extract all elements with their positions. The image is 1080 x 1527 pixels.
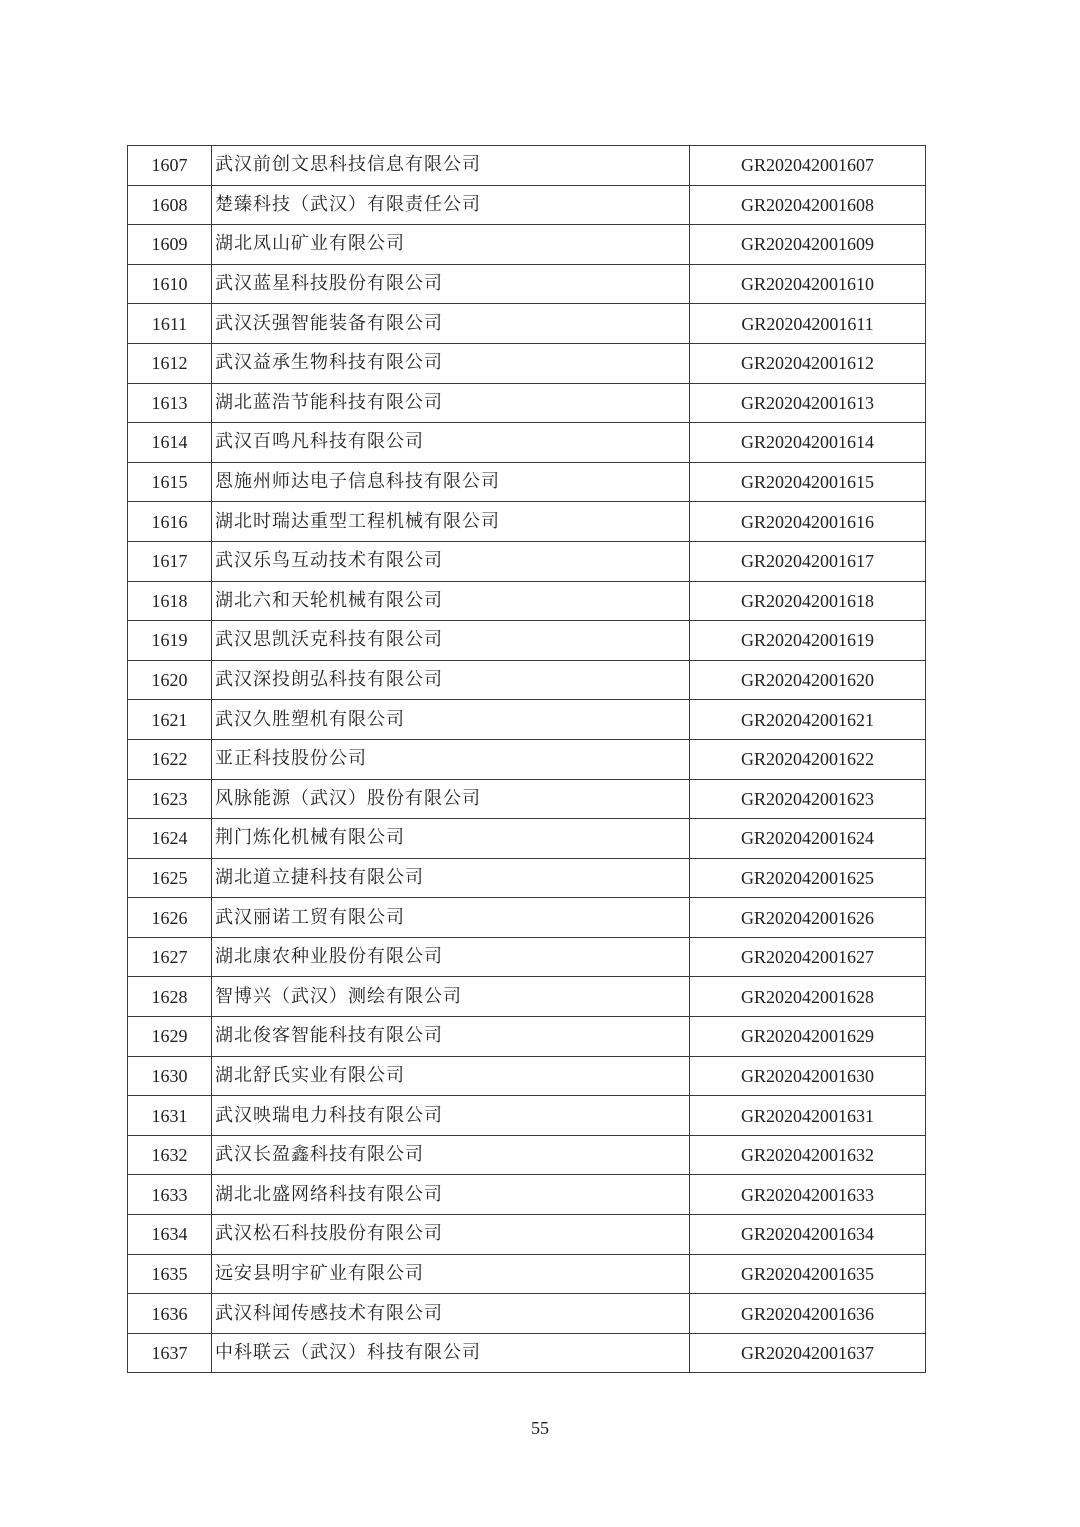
table-row xyxy=(128,462,926,502)
certificate-code-cell: GR202042001607 xyxy=(690,146,926,186)
company-name-cell: 武汉乐鸟互动技术有限公司 xyxy=(212,541,690,581)
company-name-cell: 远安县明宇矿业有限公司 xyxy=(212,1254,690,1294)
company-name-cell: 武汉前创文思科技信息有限公司 xyxy=(212,146,690,186)
company-name-cell: 湖北俊客智能科技有限公司 xyxy=(212,1017,690,1057)
company-name-cell: 湖北北盛网络科技有限公司 xyxy=(212,1175,690,1215)
table-row xyxy=(128,541,926,581)
certificate-code-cell: GR202042001622 xyxy=(690,739,926,779)
table-row xyxy=(128,937,926,977)
company-name-cell: 湖北舒氏实业有限公司 xyxy=(212,1056,690,1096)
certificate-code-cell: GR202042001608 xyxy=(690,185,926,225)
row-number-cell: 1636 xyxy=(128,1294,212,1334)
row-number-cell: 1611 xyxy=(128,304,212,344)
row-number-cell: 1620 xyxy=(128,660,212,700)
certificate-code-cell: GR202042001630 xyxy=(690,1056,926,1096)
row-number-cell: 1633 xyxy=(128,1175,212,1215)
table-row xyxy=(128,1056,926,1096)
certificate-code-cell: GR202042001614 xyxy=(690,423,926,463)
row-number-cell: 1607 xyxy=(128,146,212,186)
company-name-cell: 武汉映瑞电力科技有限公司 xyxy=(212,1096,690,1136)
table-row xyxy=(128,1017,926,1057)
row-number-cell: 1612 xyxy=(128,343,212,383)
certificate-code-cell: GR202042001632 xyxy=(690,1135,926,1175)
table-row xyxy=(128,343,926,383)
company-name-cell: 武汉思凯沃克科技有限公司 xyxy=(212,621,690,661)
company-name-cell: 武汉松石科技股份有限公司 xyxy=(212,1215,690,1255)
row-number-cell: 1635 xyxy=(128,1254,212,1294)
certificate-code-cell: GR202042001619 xyxy=(690,621,926,661)
company-name-cell: 亚正科技股份公司 xyxy=(212,739,690,779)
company-name-cell: 中科联云（武汉）科技有限公司 xyxy=(212,1333,690,1373)
table-row xyxy=(128,700,926,740)
company-name-cell: 智博兴（武汉）测绘有限公司 xyxy=(212,977,690,1017)
company-name-cell: 荆门炼化机械有限公司 xyxy=(212,819,690,859)
row-number-cell: 1613 xyxy=(128,383,212,423)
company-name-cell: 武汉科闻传感技术有限公司 xyxy=(212,1294,690,1334)
table-row xyxy=(128,225,926,265)
certificate-code-cell: GR202042001627 xyxy=(690,937,926,977)
table-row xyxy=(128,898,926,938)
table-row xyxy=(128,1294,926,1334)
row-number-cell: 1632 xyxy=(128,1135,212,1175)
table-row xyxy=(128,1175,926,1215)
row-number-cell: 1627 xyxy=(128,937,212,977)
company-name-cell: 湖北蓝浩节能科技有限公司 xyxy=(212,383,690,423)
certificate-code-cell: GR202042001635 xyxy=(690,1254,926,1294)
table-row xyxy=(128,185,926,225)
table-row xyxy=(128,779,926,819)
table-row xyxy=(128,858,926,898)
company-name-cell: 楚臻科技（武汉）有限责任公司 xyxy=(212,185,690,225)
certificate-code-cell: GR202042001621 xyxy=(690,700,926,740)
table-row xyxy=(128,739,926,779)
row-number-cell: 1615 xyxy=(128,462,212,502)
table-row xyxy=(128,146,926,186)
table-row xyxy=(128,304,926,344)
table-row xyxy=(128,423,926,463)
table-row xyxy=(128,621,926,661)
company-name-cell: 武汉长盈鑫科技有限公司 xyxy=(212,1135,690,1175)
certificate-code-cell: GR202042001623 xyxy=(690,779,926,819)
table-row xyxy=(128,264,926,304)
certificate-code-cell: GR202042001611 xyxy=(690,304,926,344)
row-number-cell: 1616 xyxy=(128,502,212,542)
company-name-cell: 武汉百鸣凡科技有限公司 xyxy=(212,423,690,463)
row-number-cell: 1618 xyxy=(128,581,212,621)
certificate-code-cell: GR202042001633 xyxy=(690,1175,926,1215)
row-number-cell: 1622 xyxy=(128,739,212,779)
company-name-cell: 湖北康农种业股份有限公司 xyxy=(212,937,690,977)
row-number-cell: 1630 xyxy=(128,1056,212,1096)
row-number-cell: 1628 xyxy=(128,977,212,1017)
table-row xyxy=(128,1135,926,1175)
certificate-code-cell: GR202042001637 xyxy=(690,1333,926,1373)
row-number-cell: 1619 xyxy=(128,621,212,661)
row-number-cell: 1631 xyxy=(128,1096,212,1136)
certificate-code-cell: GR202042001609 xyxy=(690,225,926,265)
table-row xyxy=(128,660,926,700)
certificate-code-cell: GR202042001615 xyxy=(690,462,926,502)
certificate-code-cell: GR202042001616 xyxy=(690,502,926,542)
row-number-cell: 1624 xyxy=(128,819,212,859)
company-name-cell: 武汉益承生物科技有限公司 xyxy=(212,343,690,383)
certificate-code-cell: GR202042001636 xyxy=(690,1294,926,1334)
certificate-code-cell: GR202042001626 xyxy=(690,898,926,938)
certificate-code-cell: GR202042001625 xyxy=(690,858,926,898)
row-number-cell: 1623 xyxy=(128,779,212,819)
certificate-code-cell: GR202042001612 xyxy=(690,343,926,383)
certificate-code-cell: GR202042001620 xyxy=(690,660,926,700)
table-row xyxy=(128,1254,926,1294)
certificate-code-cell: GR202042001610 xyxy=(690,264,926,304)
certificate-code-cell: GR202042001613 xyxy=(690,383,926,423)
table-row xyxy=(128,819,926,859)
certificate-code-cell: GR202042001631 xyxy=(690,1096,926,1136)
certificate-code-cell: GR202042001624 xyxy=(690,819,926,859)
page-number: 55 xyxy=(531,1418,549,1438)
table-row xyxy=(128,581,926,621)
company-name-cell: 风脉能源（武汉）股份有限公司 xyxy=(212,779,690,819)
company-name-cell: 武汉蓝星科技股份有限公司 xyxy=(212,264,690,304)
row-number-cell: 1637 xyxy=(128,1333,212,1373)
row-number-cell: 1610 xyxy=(128,264,212,304)
row-number-cell: 1608 xyxy=(128,185,212,225)
company-name-cell: 湖北道立捷科技有限公司 xyxy=(212,858,690,898)
company-name-cell: 湖北凤山矿业有限公司 xyxy=(212,225,690,265)
certificate-code-cell: GR202042001618 xyxy=(690,581,926,621)
table-row xyxy=(128,1096,926,1136)
row-number-cell: 1621 xyxy=(128,700,212,740)
certificate-code-cell: GR202042001629 xyxy=(690,1017,926,1057)
row-number-cell: 1629 xyxy=(128,1017,212,1057)
table-row xyxy=(128,1333,926,1373)
company-name-cell: 武汉丽诺工贸有限公司 xyxy=(212,898,690,938)
table-row xyxy=(128,383,926,423)
company-name-cell: 武汉久胜塑机有限公司 xyxy=(212,700,690,740)
row-number-cell: 1609 xyxy=(128,225,212,265)
row-number-cell: 1625 xyxy=(128,858,212,898)
company-name-cell: 武汉深投朗弘科技有限公司 xyxy=(212,660,690,700)
company-name-cell: 恩施州师达电子信息科技有限公司 xyxy=(212,462,690,502)
company-name-cell: 武汉沃强智能装备有限公司 xyxy=(212,304,690,344)
row-number-cell: 1626 xyxy=(128,898,212,938)
row-number-cell: 1634 xyxy=(128,1215,212,1255)
certificate-code-cell: GR202042001628 xyxy=(690,977,926,1017)
row-number-cell: 1617 xyxy=(128,541,212,581)
company-name-cell: 湖北时瑞达重型工程机械有限公司 xyxy=(212,502,690,542)
table-row xyxy=(128,502,926,542)
row-number-cell: 1614 xyxy=(128,423,212,463)
enterprise-certificate-table xyxy=(127,145,926,1373)
company-name-cell: 湖北六和天轮机械有限公司 xyxy=(212,581,690,621)
table-row xyxy=(128,1215,926,1255)
certificate-code-cell: GR202042001634 xyxy=(690,1215,926,1255)
table-row xyxy=(128,977,926,1017)
table-body xyxy=(128,146,926,1373)
certificate-code-cell: GR202042001617 xyxy=(690,541,926,581)
